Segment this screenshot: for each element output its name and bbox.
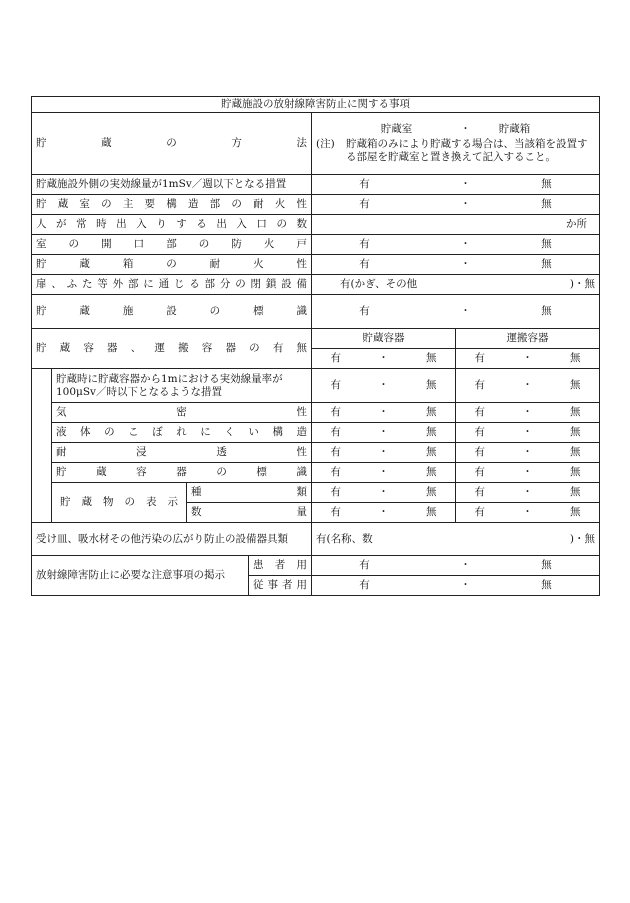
method-value (312, 113, 600, 175)
storage-display-no[interactable]: 無 (408, 503, 456, 523)
tray-value (312, 523, 600, 556)
row-value-b: ・ (460, 178, 471, 190)
spread-text: 貯蔵室の主要構造部の耐火性 (36, 198, 307, 210)
table-row (32, 235, 600, 255)
storage-sub-yes[interactable]: 有 (312, 463, 360, 483)
container-sub-row (32, 369, 600, 403)
spread-text: 扉、ふた等外部に通じる部分の閉鎖設備 (36, 278, 307, 290)
method-option-room[interactable]: 貯蔵室 (380, 123, 413, 135)
spread-text: 液体のこぼれにくい構造 (56, 426, 307, 438)
transport-display-yes[interactable]: 有 (456, 483, 504, 503)
container-display-row (32, 483, 600, 503)
tray-value-end[interactable]: )・無 (569, 532, 596, 545)
notice-staff-no[interactable]: 無 (541, 579, 552, 591)
transport-display-no[interactable]: 無 (552, 503, 600, 523)
storage-sub-dot: ・ (360, 403, 408, 423)
display-label (52, 483, 187, 523)
notice-patient-value (312, 556, 600, 576)
transport-sub-no[interactable]: 無 (552, 463, 600, 483)
form-title: 貯蔵施設の放射線障害防止に関する事項 (32, 97, 600, 113)
row-label (32, 295, 312, 329)
transport-sub-no[interactable]: 無 (552, 443, 600, 463)
storage-sub-yes[interactable]: 有 (312, 369, 360, 403)
storage-display-yes[interactable]: 有 (312, 483, 360, 503)
storage-sub-yes[interactable]: 有 (312, 403, 360, 423)
storage-facility-form (31, 96, 599, 596)
row-value (312, 215, 600, 235)
table-row (32, 215, 600, 235)
row-label: 貯蔵施設外側の実効線量が1mSv／週以下となる措置 (32, 175, 312, 195)
method-label (32, 113, 312, 175)
transport-sub-yes[interactable]: 有 (456, 443, 504, 463)
spread-text: 貯蔵容器の標識 (56, 466, 307, 478)
spread-text: 貯蔵施設の標識 (36, 305, 307, 317)
storage-sub-dot: ・ (360, 443, 408, 463)
tray-value-start[interactable]: 有(名称、数 (316, 532, 373, 545)
transport-sub-yes[interactable]: 有 (456, 423, 504, 443)
spread-text: 貯蔵物の表示 (60, 496, 178, 508)
spread-text: 種類 (191, 486, 307, 498)
row-value-a[interactable]: 有 (359, 305, 370, 317)
container-sub-label (52, 443, 312, 463)
transport-display-no[interactable]: 無 (552, 483, 600, 503)
container-sub-row (32, 463, 600, 483)
row-label (32, 255, 312, 275)
row-value-b: )・無 (569, 278, 596, 290)
spread-text: 室の開口部の防火戸 (36, 238, 307, 250)
transport-display-dot: ・ (504, 503, 552, 523)
table-row (32, 255, 600, 275)
containers-col-storage: 貯蔵容器 (312, 329, 456, 349)
storage-container-yes[interactable]: 有 (312, 349, 360, 369)
transport-container-dot: ・ (504, 349, 552, 369)
storage-container-no[interactable]: 無 (408, 349, 456, 369)
row-value-a[interactable]: 有 (359, 238, 370, 250)
containers-label (32, 329, 312, 369)
notice-staff-dot: ・ (460, 579, 471, 591)
containers-col-transport: 運搬容器 (456, 329, 600, 349)
notice-patient-dot: ・ (460, 559, 471, 571)
storage-sub-dot: ・ (360, 369, 408, 403)
tray-label: 受け皿、吸水材その他汚染の広がり防止の設備器具類 (32, 523, 312, 556)
storage-sub-yes[interactable]: 有 (312, 443, 360, 463)
transport-sub-yes[interactable]: 有 (456, 403, 504, 423)
storage-sub-no[interactable]: 無 (408, 423, 456, 443)
notice-staff-yes[interactable]: 有 (359, 579, 370, 591)
transport-sub-dot: ・ (504, 423, 552, 443)
storage-display-dot: ・ (360, 483, 408, 503)
spread-text: 数量 (191, 506, 307, 518)
row-value-a[interactable]: 有 (359, 258, 370, 270)
storage-sub-dot: ・ (360, 463, 408, 483)
notice-patient-no[interactable]: 無 (541, 559, 552, 571)
container-sub-label (52, 463, 312, 483)
container-sub-label (52, 403, 312, 423)
transport-sub-dot: ・ (504, 403, 552, 423)
storage-sub-dot: ・ (360, 423, 408, 443)
row-value-b: ・ (460, 238, 471, 250)
row-value-c[interactable]: 無 (541, 178, 552, 190)
transport-sub-dot: ・ (504, 369, 552, 403)
row-label (32, 215, 312, 235)
row-value-c[interactable]: 無 (541, 198, 552, 210)
transport-sub-yes[interactable]: 有 (456, 463, 504, 483)
method-option-box[interactable]: 貯蔵箱 (498, 123, 531, 135)
spread-text: 耐浸透性 (56, 446, 307, 458)
method-note-label: (注) (316, 138, 335, 150)
storage-sub-no[interactable]: 無 (408, 443, 456, 463)
row-value-b: ・ (460, 258, 471, 270)
spread-text: 気密性 (56, 406, 307, 418)
transport-display-yes[interactable]: 有 (456, 503, 504, 523)
spread-text: 貯蔵箱の耐火性 (36, 258, 307, 270)
storage-sub-yes[interactable]: 有 (312, 423, 360, 443)
row-value-c[interactable]: か所 (566, 218, 588, 230)
transport-sub-dot: ・ (504, 443, 552, 463)
transport-display-dot: ・ (504, 483, 552, 503)
display-item-label (187, 483, 312, 503)
storage-display-no[interactable]: 無 (408, 483, 456, 503)
notice-label: 放射線障害防止に必要な注意事項の掲示 (32, 556, 249, 596)
method-option-sep: ・ (460, 123, 471, 135)
notice-patient-label (249, 556, 312, 576)
spread-text: 貯蔵容器、運搬容器の有無 (36, 342, 307, 354)
storage-sub-no[interactable]: 無 (408, 369, 456, 403)
row-value-a[interactable]: 有(かぎ、その他 (340, 278, 418, 290)
container-sub-row (32, 423, 600, 443)
row-value-a[interactable]: 有 (359, 198, 370, 210)
form-table (31, 96, 600, 596)
storage-sub-no[interactable]: 無 (408, 463, 456, 483)
transport-sub-no[interactable]: 無 (552, 423, 600, 443)
row-value (312, 175, 600, 195)
table-row (32, 195, 600, 215)
storage-container-dot: ・ (360, 349, 408, 369)
spread-text: 従事者用 (253, 579, 307, 591)
storage-sub-no[interactable]: 無 (408, 403, 456, 423)
method-note-text: 貯蔵箱のみにより貯蔵する場合は、当該箱を設置する部屋を貯蔵室と置き換えて記入すること。 (346, 138, 588, 163)
transport-sub-dot: ・ (504, 463, 552, 483)
row-value-b: ・ (460, 198, 471, 210)
transport-sub-no[interactable]: 無 (552, 369, 600, 403)
row-value-c[interactable]: 無 (541, 305, 552, 317)
container-sub-label: 貯蔵時に貯蔵容器から1mにおける実効線量率が100μSv／時以下となるような措置 (52, 369, 312, 403)
row-value-a[interactable]: 有 (359, 178, 370, 190)
row-value (312, 235, 600, 255)
notice-staff-label (249, 576, 312, 596)
transport-container-yes[interactable]: 有 (456, 349, 504, 369)
transport-container-no[interactable]: 無 (552, 349, 600, 369)
table-row (32, 275, 600, 295)
row-label (32, 235, 312, 255)
row-value-b: ・ (460, 305, 471, 317)
storage-display-yes[interactable]: 有 (312, 503, 360, 523)
indent-cell (32, 369, 52, 523)
row-value (312, 195, 600, 215)
container-sub-row (32, 443, 600, 463)
display-item-label (187, 503, 312, 523)
transport-sub-yes[interactable]: 有 (456, 369, 504, 403)
row-label (32, 275, 312, 295)
spread-text: 貯蔵の方法 (36, 137, 307, 149)
row-value-c[interactable]: 無 (541, 258, 552, 270)
table-row (32, 175, 600, 195)
row-value (312, 255, 600, 275)
container-sub-label (52, 423, 312, 443)
spread-text: 患者用 (253, 559, 307, 571)
spread-text: 人が常時出入りする出入口の数 (36, 218, 307, 230)
table-row (32, 295, 600, 329)
storage-display-dot: ・ (360, 503, 408, 523)
transport-sub-no[interactable]: 無 (552, 403, 600, 423)
row-value (312, 295, 600, 329)
row-label (32, 195, 312, 215)
notice-patient-yes[interactable]: 有 (359, 559, 370, 571)
row-value (312, 275, 600, 295)
row-value-c[interactable]: 無 (541, 238, 552, 250)
notice-staff-value (312, 576, 600, 596)
container-sub-row (32, 403, 600, 423)
